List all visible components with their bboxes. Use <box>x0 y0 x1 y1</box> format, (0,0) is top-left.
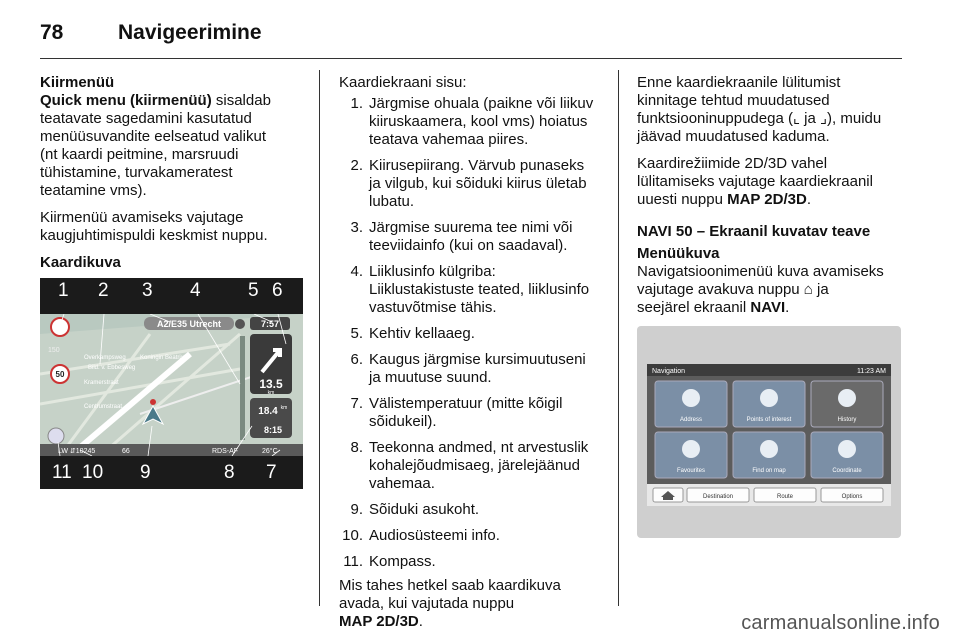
list-item <box>339 501 607 519</box>
list-item <box>339 351 607 387</box>
list-item-number: 10. <box>342 527 363 544</box>
navi-tile-label: Coordinate <box>832 468 862 474</box>
list-item-text: vastuvõtmise tähis. <box>369 299 497 316</box>
navi-tile-label: Address <box>679 417 703 423</box>
navi-tile-label: Find on map <box>752 468 786 474</box>
callout-2: 2 <box>98 280 109 301</box>
callout-1: 1 <box>58 280 69 301</box>
list-item-text: Kompass. <box>369 553 436 570</box>
navi-tile[interactable] <box>655 432 727 478</box>
callout-11: 11 <box>52 462 72 483</box>
list-item-text: kiiruskaamera, kool vms) hoiatus <box>369 113 588 130</box>
navi-tile-icon <box>838 389 856 407</box>
list-item <box>339 439 607 493</box>
navi-tile-icon <box>760 389 778 407</box>
heading-map-display: Kaardikuva <box>40 254 121 271</box>
header-rule <box>40 58 902 59</box>
list-item <box>339 325 607 343</box>
list-item-text: Järgmise suurema tee nimi või <box>369 219 573 236</box>
list-item-text: Liiklustakistuste teated, liiklusinfo <box>369 281 590 298</box>
navi-bottom-label: Options <box>841 494 863 500</box>
list-item-number: 9. <box>350 501 363 518</box>
column-divider-2 <box>618 70 619 606</box>
heading-quick-menu: Kiirmenüü <box>40 74 115 91</box>
navi-tile-icon <box>838 440 856 458</box>
navi-bottom-button[interactable] <box>821 488 883 502</box>
navi-tile-label: Points of interest <box>746 417 792 423</box>
trip-distance-unit: km <box>280 405 288 411</box>
list-item-text: Kehtiv kellaaeg. <box>369 325 475 342</box>
navi-tile-label: History <box>837 417 857 423</box>
list-item <box>339 95 607 149</box>
quick-menu-term: Quick menu (kiirmenüü) <box>40 92 212 109</box>
list-item-number: 11. <box>343 553 363 570</box>
column-divider-1 <box>319 70 320 606</box>
list-item-text: Liiklusinfo külgriba: <box>369 263 496 280</box>
audio-info: LW ⇵10245 <box>58 448 96 455</box>
list-item-number: 8. <box>350 439 363 456</box>
map-display-figure <box>40 278 303 489</box>
list-item-text: ja vilgub, kui sõiduki kiirus ületab <box>369 175 587 192</box>
navi-bottom-button[interactable] <box>687 488 749 502</box>
street-4: Kramerstraat <box>84 380 119 386</box>
quick-menu-paragraph: Quick menu (kiirmenüü) sisaldab teatavate sagedamini kasutatud menüüsuvandite eelseatud valikut (nt kaardi peitmine, marsruudi tühistamine, turvakameratest teatamine vms). <box>40 92 271 199</box>
navi-tile-icon <box>760 440 778 458</box>
clock: 7:57 <box>260 319 280 329</box>
navi-bottom-button[interactable] <box>754 488 816 502</box>
navi-tile[interactable] <box>655 381 727 427</box>
navi-tile-icon <box>682 440 700 458</box>
map-contents-outro: Mis tahes hetkel saab kaardikuva avada, kui vajutada nuppu MAP 2D/3D. <box>339 577 561 630</box>
switch-mode-paragraph: Kaardirežiimide 2D/3D vahel lülitamiseks vajutage kaardiekraanil uuesti nuppu MAP 2D/3D. <box>637 155 873 208</box>
navi-title: Navigation <box>652 368 686 375</box>
callout-9: 9 <box>140 462 151 483</box>
list-item-number: 4. <box>350 263 363 280</box>
navi-tile[interactable] <box>733 432 805 478</box>
eta: 8:15 <box>263 425 283 435</box>
heading-navi50: NAVI 50 – Ekraanil kuvatav teave <box>637 223 871 240</box>
navi-tile[interactable] <box>733 381 805 427</box>
speed-limit: 50 <box>55 370 65 379</box>
list-item-text: sõidukeil). <box>369 413 437 430</box>
map-contents-intro: Kaardiekraani sisu: <box>339 74 467 91</box>
column-2 <box>339 74 607 631</box>
map-2d-3d-button-label: MAP 2D/3D <box>339 613 419 630</box>
list-item-text: Teekonna andmed, nt arvestuslik <box>369 439 589 456</box>
list-item-text: Kiirusepiirang. Värvub punaseks <box>369 157 585 174</box>
list-item-number: 6. <box>350 351 363 368</box>
menu-screen-paragraph: Navigatsioonimenüü kuva avamiseks vajutage avakuva nuppu ⌂ ja seejärel ekraanil NAVI. <box>637 263 884 316</box>
callout-4: 4 <box>190 280 201 301</box>
list-item-text: Audiosüsteemi info. <box>369 527 500 544</box>
callout-10: 10 <box>82 462 104 483</box>
navi-tile-label: Favourites <box>676 468 706 474</box>
list-item-number: 5. <box>350 325 363 342</box>
page-header <box>40 18 900 58</box>
page-number: 78 <box>40 21 64 44</box>
callout-8: 8 <box>224 462 235 483</box>
navi-tile[interactable] <box>811 381 883 427</box>
list-item <box>339 157 607 211</box>
list-item-text: lubatu. <box>369 193 415 210</box>
turn-distance: 13.5 <box>259 377 283 391</box>
street-3: Bild. v. Ebbesweg <box>88 365 136 371</box>
column-1 <box>40 74 290 489</box>
list-item-text: Järgmise ohuala (paikne või liikuv <box>369 95 594 112</box>
list-item-number: 1. <box>350 95 363 112</box>
callout-3: 3 <box>142 280 153 301</box>
turn-distance-unit: km <box>267 390 275 396</box>
list-item-text: Välistemperatuur (mitte kõigil <box>369 395 563 412</box>
confirm-changes-paragraph: Enne kaardiekraanile lülitumist kinnitage tehtud muudatused funktsiooninuppudega (⌞ ja ⌟), muidu jäävad muudatused kaduma. <box>637 74 882 145</box>
street-5: Centrumstraat <box>84 404 123 410</box>
list-item <box>339 219 607 255</box>
quick-menu-open-paragraph: Kiirmenüü avamiseks vajutage kaugjuhtimispuldi keskmist nuppu. <box>40 209 268 244</box>
list-item <box>339 263 607 317</box>
list-item-text: Sõiduki asukoht. <box>369 501 480 518</box>
callout-6: 6 <box>272 280 283 301</box>
map-screen <box>40 314 303 456</box>
navi-bottom-label: Route <box>776 494 794 500</box>
page-title: Navigeerimine <box>118 21 262 44</box>
callout-5: 5 <box>248 280 259 301</box>
map-contents-list <box>339 95 607 571</box>
list-item-text: teatava vahemaa piires. <box>369 131 529 148</box>
trip-distance: 18.4 <box>258 406 278 417</box>
navi-tile-icon <box>682 389 700 407</box>
speed-limit-top: 150 <box>48 347 60 354</box>
list-item-text: ja muutuse suund. <box>369 369 492 386</box>
navi-tile[interactable] <box>811 432 883 478</box>
list-item <box>339 553 607 571</box>
watermark: carmanualsonline.info <box>741 612 940 634</box>
callout-7: 7 <box>266 462 277 483</box>
list-item-number: 7. <box>350 395 363 412</box>
column-3 <box>637 74 903 538</box>
audio-extra: 66 <box>122 448 130 455</box>
heading-menu-screen: Menüükuva <box>637 245 720 262</box>
navi-time: 11:23 AM <box>856 368 886 375</box>
list-item-text: kohalejõudmisaeg, järelejäänud <box>369 457 580 474</box>
rds-info: RDS-AF <box>212 448 239 455</box>
road-name: A2/E35 Utrecht <box>156 319 222 329</box>
navi-menu-screen <box>647 364 891 506</box>
street-1: Overkampsweg <box>84 355 126 361</box>
navi-bottom-label: Destination <box>702 494 734 500</box>
outside-temp: 26°C <box>262 448 278 455</box>
list-item <box>339 527 607 545</box>
list-item <box>339 395 607 431</box>
list-item-text: vahemaa. <box>369 475 435 492</box>
list-item-number: 3. <box>350 219 363 236</box>
list-item-text: Kaugus järgmise kursimuutuseni <box>369 351 586 368</box>
list-item-text: teeviidainfo (kui on saadaval). <box>369 237 568 254</box>
street-2: Koningin Beatrix <box>140 355 184 361</box>
list-item-number: 2. <box>350 157 363 174</box>
navi-menu-figure <box>637 326 901 538</box>
